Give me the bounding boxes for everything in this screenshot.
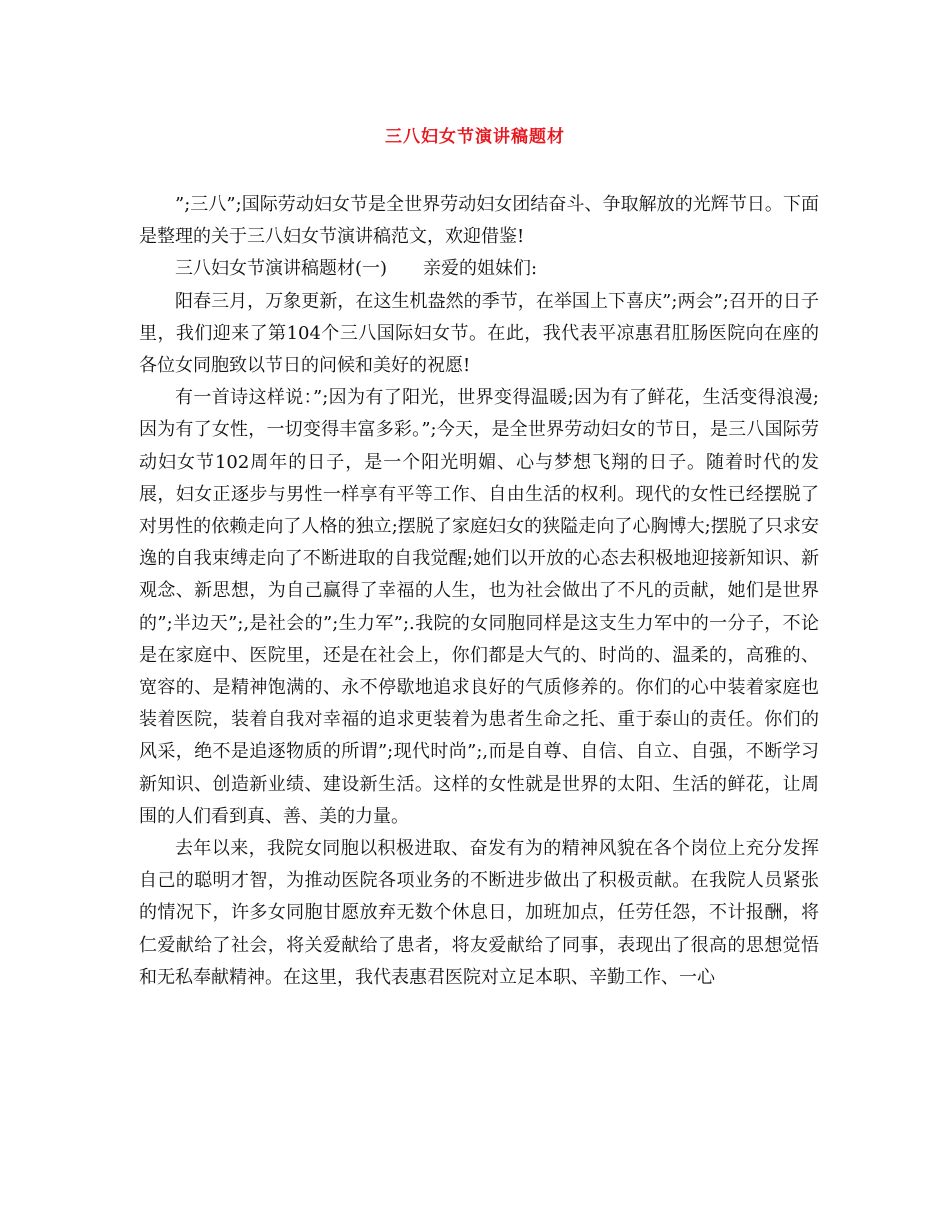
paragraph-poem: 有一首诗这样说：”;因为有了阳光，世界变得温暖;因为有了鲜花，生活变得浪漫;因为有了女性，一切变得丰富多彩。”;今天，是全世界劳动妇女的节日，是三八国际劳动妇女节102周年的日子，是一个阳光明媚、心与梦想飞翔的日子。随着时代的发展，妇女正逐步与男性一样享有平等工作、自由生活的权利。现代的女性已经摆脱了对男性的依赖走向了人格的独立;摆脱了家庭妇女的狭隘走向了心胸博大;摆脱了只求安逸的自我束缚走向了不断进取的自我觉醒;她们以开放的心态去积极地迎接新知识、新观念、新思想，为自己赢得了幸福的人生，也为社会做出了不凡的贡献，她们是世界的”;半边天”;,是社会的”;生力军”;.我院的女同胞同样是这支生力军中的一分子，不论是在家庭中、医院里，还是在社会上，你们都是大气的、时尚的、温柔的，高雅的、宽容的、是精神饱满的、永不停歇地追求良好的气质修养的。你们的心中装着家庭也装着医院，装着自我对幸福的追求更装着为患者生命之托、重于泰山的责任。你们的风采，绝不是追逐物质的所谓”;现代时尚”;,而是自尊、自信、自立、自强，不断学习新知识、创造新业绩、建设新生活。这样的女性就是世界的太阳、生活的鲜花，让周围的人们看到真、善、美的力量。 [139,387,819,827]
document-title: 三八妇女节演讲稿题材 [385,127,565,147]
paragraph-last-year: 去年以来，我院女同胞以积极进取、奋发有为的精神风貌在各个岗位上充分发挥自己的聪明才智，为推动医院各项业务的不断进步做出了积极贡献。在我院人员紧张的情况下，许多女同胞甘愿放弃无数个休息日，加班加点，任劳任怨，不计报酬，将仁爱献给了社会，将关爱献给了患者，将友爱献给了同事，表现出了很高的思想觉悟和无私奉献精神。在这里，我代表惠君医院对立足本职、辛勤工作、一心 [139,838,819,988]
paragraph-heading-one: 三八妇女节演讲稿题材(一) 亲爱的姐妹们: [175,258,538,280]
document-body [139,189,819,994]
paragraph-greeting: 阳春三月，万象更新，在这生机盎然的季节，在举国上下喜庆”;两会”;召开的日子里，我们迎来了第104个三八国际妇女节。在此，我代表平凉惠君肛肠医院向在座的各位女同胞致以节日的问候和美好的祝愿! [139,290,819,377]
paragraph-intro: ”;三八”;国际劳动妇女节是全世界劳动妇女团结奋斗、争取解放的光辉节日。下面是整理的关于三八妇女节演讲稿范文，欢迎借鉴! [139,194,819,248]
